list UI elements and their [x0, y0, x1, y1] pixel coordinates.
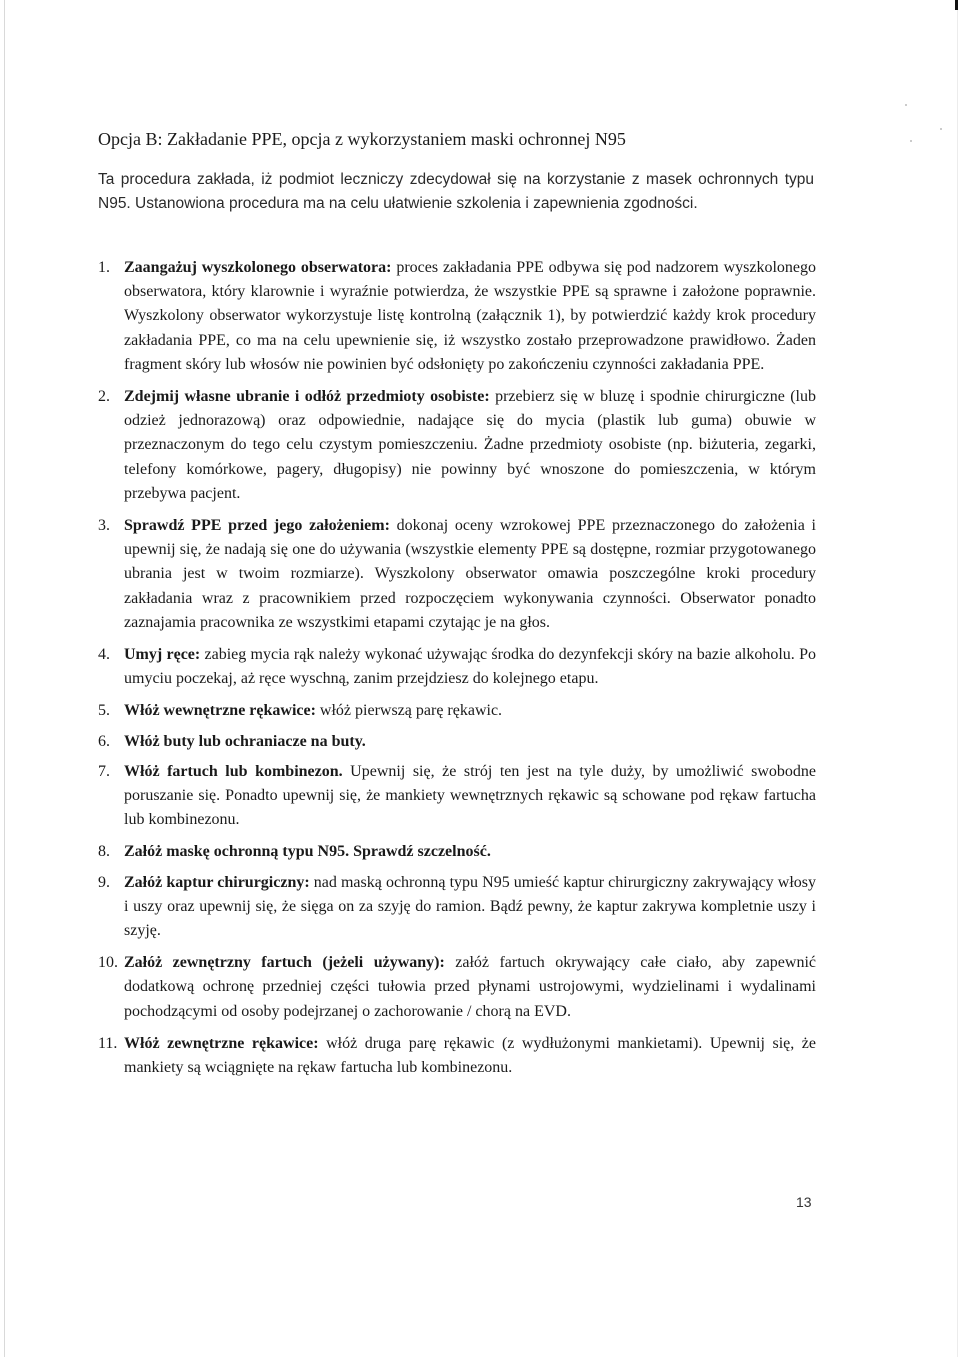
procedure-step [98, 1032, 816, 1080]
step-number: 6. [98, 732, 110, 750]
procedure-step [98, 760, 816, 833]
procedure-step [98, 730, 816, 754]
step-text: włóż druga parę rękawic (z wydłużonymi mankietami). Upewnij się, że mankiety są wciągnięte na rękaw fartucha lub kombinezonu. [124, 1034, 816, 1077]
step-text: włóż pierwszą parę rękawic. [315, 702, 503, 720]
step-lead: Zdejmij własne ubranie i odłóż przedmioty osobiste: [124, 388, 490, 406]
procedure-step [98, 951, 816, 1024]
procedure-step [98, 699, 816, 723]
step-lead: Włóż zewnętrzne rękawice: [124, 1034, 319, 1052]
step-lead: Załóż kaptur chirurgiczny: [124, 873, 310, 891]
procedure-step [98, 871, 816, 944]
step-number: 2. [98, 388, 110, 406]
section-heading [98, 128, 858, 150]
step-lead: Włóż wewnętrzne rękawice: [124, 702, 316, 720]
step-number: 10. [98, 954, 118, 972]
page-number: 13 [796, 1194, 812, 1210]
step-number: 3. [98, 517, 110, 535]
step-lead: Załóż maskę ochronną typu N95. Sprawdź szczelność. [124, 843, 491, 861]
step-text: załóż fartuch okrywający całe ciało, aby zapewnić dodatkową ochronę przedniej części tułowia przed płynami ustrojowymi, wydzielinami i wydalinami pochodzącymi od osoby podejrzanej o zachorowanie / chorą na EVD. [124, 954, 816, 1020]
procedure-step [98, 840, 816, 864]
step-number: 4. [98, 646, 110, 664]
step-text: zabieg mycia rąk należy wykonać używając środka do dezynfekcji skóry na bazie alkoholu. Po umyciu poczekaj, aż ręce wyschną, zanim przejdziesz do kolejnego etapu. [124, 646, 816, 688]
intro-paragraph: Ta procedura zakłada, iż podmiot leczniczy zdecydował się na korzystanie z masek ochronnych typu N95. Ustanowiona procedura ma na celu ułatwienie szkolenia i zapewnienia zgodności. [98, 171, 814, 212]
procedure-step [98, 643, 816, 691]
scan-edge-left [4, 0, 5, 1357]
step-number: 7. [98, 762, 110, 780]
step-lead: Włóż fartuch lub kombinezon. [124, 762, 343, 780]
step-number: 9. [98, 873, 110, 891]
step-lead: Sprawdź PPE przed jego założeniem: [124, 517, 390, 535]
heading-title: Zakładanie PPE, opcja z wykorzystaniem maski ochronnej N95 [167, 129, 626, 149]
step-number: 5. [98, 702, 110, 720]
step-number: 8. [98, 843, 110, 861]
step-lead: Zaangażuj wyszkolonego obserwatora: [124, 259, 392, 276]
scan-speck [910, 140, 912, 142]
step-text: przebierz się w bluzę i spodnie chirurgiczne (lub odzież jednorazową) oraz odpowiednie, nadające się do mycia (plastik lub guma) obuwie w przeznaczonym do tego celu czystym pomieszczeniu. Żadne przedmioty osobiste (np. biżuteria, zegarki, telefony komórkowe, pagery, długopisy) nie powinny być wnoszone do pomieszczenia, w którym przebywa pacjent. [124, 388, 817, 502]
scan-speck [905, 104, 907, 106]
step-text: proces zakładania PPE odbywa się pod nadzorem wyszkolonego obserwatora, który klarownie i wyraźnie potwierdza, że wszystkie PPE są sprawne i założone poprawnie. Wyszkolony obserwator wykorzystuje listę kontrolną (załącznik 1), by potwierdzić każdy krok procedury zakładania PPE, co ma na celu upewnienie się, iż wszystko zostało przeprowadzone prawidłowo. Żaden fragment skóry lub włosów nie powinien być odsłonięty po zakończeniu czynności zakładania PPE. [124, 259, 816, 373]
procedure-steps-list [98, 256, 816, 1088]
scan-edge-right [957, 0, 958, 1357]
step-lead: Włóż buty lub ochraniacze na buty. [124, 732, 366, 750]
procedure-step [98, 256, 816, 377]
step-lead: Załóż zewnętrzny fartuch (jeżeli używany): [124, 954, 445, 972]
scan-corner-mark [955, 0, 958, 10]
step-text: nad maską ochronną typu N95 umieść kaptur chirurgiczny zakrywający włosy i uszy oraz upewnij się, że sięga on za szyję do ramion. Bądź pewny, że kaptur zakrywa kompletnie uszy i szyję. [124, 873, 817, 940]
procedure-step [98, 385, 816, 506]
heading-prefix: Opcja B: [98, 129, 167, 149]
step-number: 11. [98, 1034, 118, 1052]
step-text: Upewnij się, że strój ten jest na tyle duży, by umożliwić swobodne poruszanie się. Ponadto upewnij się, że mankiety wewnętrznych rękawic są schowane pod rękaw fartucha lub kombinezonu. [124, 762, 816, 829]
step-text: dokonaj oceny wzrokowej PPE przeznaczonego do założenia i upewnij się, że nadają się one do używania (wszystkie elementy PPE są dostępne, rozmiar przygotowanego ubrania jest w twoim rozmiarze). Wyszkolony obserwator omawia poszczególne kroki procedury zakładania wraz z pracownikiem przed rozpoczęciem wykonywania czynności. Obserwator ponadto zaznajamia pracownika ze wszystkimi etapami czytając je na głos. [124, 517, 816, 631]
scan-speck [940, 128, 942, 130]
procedure-step [98, 514, 816, 635]
step-lead: Umyj ręce: [124, 646, 201, 664]
step-number: 1. [98, 259, 110, 276]
